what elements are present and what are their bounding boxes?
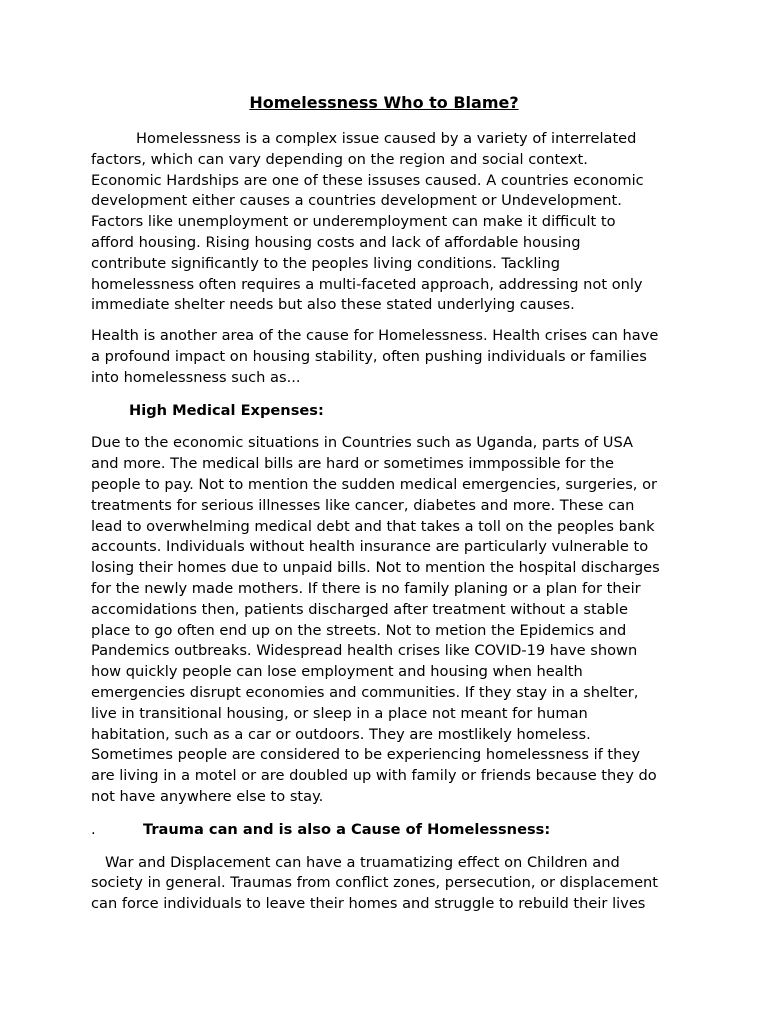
text-line: place to go often end up on the streets. Not to metion the Epidemics and: [91, 621, 627, 639]
text-line: immediate shelter needs but also these stated underlying causes.: [91, 296, 575, 314]
paragraph-trauma: [91, 853, 681, 915]
text-line: losing their homes due to unpaid bills. Not to mention the hospital discharges: [91, 559, 660, 577]
document-title: Homelessness Who to Blame?: [249, 93, 519, 112]
text-line: contribute significantly to the peoples living conditions. Tackling: [91, 254, 560, 272]
paragraph-health: [91, 326, 681, 388]
paragraph-economic-hardships: [91, 129, 681, 316]
text-line: Health is another area of the cause for Homelessness. Health crises can have: [91, 327, 659, 345]
text-line: accomidations then, patients discharged after treatment without a stable: [91, 600, 628, 618]
text-line: and more. The medical bills are hard or sometimes immpossible for the: [91, 455, 614, 473]
text-line: Pandemics outbreaks. Widespread health crises like COVID-19 have shown: [91, 642, 638, 660]
text-line: accounts. Individuals without health insurance are particularly vulnerable to: [91, 538, 649, 556]
text-line: factors, which can vary depending on the region and social context.: [91, 150, 588, 168]
text-line: society in general. Traumas from conflict zones, persecution, or displacement: [91, 874, 659, 892]
document-body: [91, 129, 681, 915]
text-line: homelessness often requires a multi-faceted approach, addressing not only: [91, 275, 643, 293]
text-line: live in transitional housing, or sleep in a place not meant for human: [91, 704, 588, 722]
text-line: into homelessness such as...: [91, 368, 301, 386]
text-line: emergencies disrupt economies and communities. If they stay in a shelter,: [91, 683, 639, 701]
text-line: a profound impact on housing stability, often pushing individuals or families: [91, 347, 647, 365]
text-line: Homelessness is a complex issue caused by a variety of interrelated: [136, 130, 637, 147]
text-line: are living in a motel or are doubled up with family or friends because they do: [91, 767, 657, 785]
text-line: lead to overwhelming medical debt and that takes a toll on the peoples bank: [91, 517, 655, 535]
text-line: treatments for serious illnesses like cancer, diabetes and more. These can: [91, 496, 635, 514]
text-line: Sometimes people are considered to be experiencing homelessness if they: [91, 746, 640, 764]
heading-trauma: [91, 820, 681, 841]
text-line: War and Displacement can have a truamatizing effect on Children and: [105, 853, 620, 871]
text-line: development either causes a countries development or Undevelopment.: [91, 192, 622, 210]
paragraph-medical-expenses: [91, 433, 681, 807]
text-line: habitation, such as a car or outdoors. They are mostlikely homeless.: [91, 725, 591, 743]
heading-medical-expenses: High Medical Expenses:: [129, 401, 324, 419]
heading-trauma-text: Trauma can and is also a Cause of Homelessness:: [143, 820, 551, 838]
text-line: not have anywhere else to stay.: [91, 787, 324, 805]
text-line: Economic Hardships are one of these issuses caused. A countries economic: [91, 171, 644, 189]
text-line: can force individuals to leave their homes and struggle to rebuild their lives: [91, 895, 646, 913]
text-line: Factors like unemployment or underemployment can make it difficult to: [91, 213, 616, 231]
text-line: how quickly people can lose employment and housing when health: [91, 663, 583, 681]
text-line: for the newly made mothers. If there is no family planing or a plan for their: [91, 579, 641, 597]
text-line: people to pay. Not to mention the sudden medical emergencies, surgeries, or: [91, 475, 658, 493]
text-line: Due to the economic situations in Countries such as Uganda, parts of USA: [91, 434, 633, 452]
bullet-dot: .: [91, 820, 96, 838]
text-line: afford housing. Rising housing costs and lack of affordable housing: [91, 233, 581, 251]
